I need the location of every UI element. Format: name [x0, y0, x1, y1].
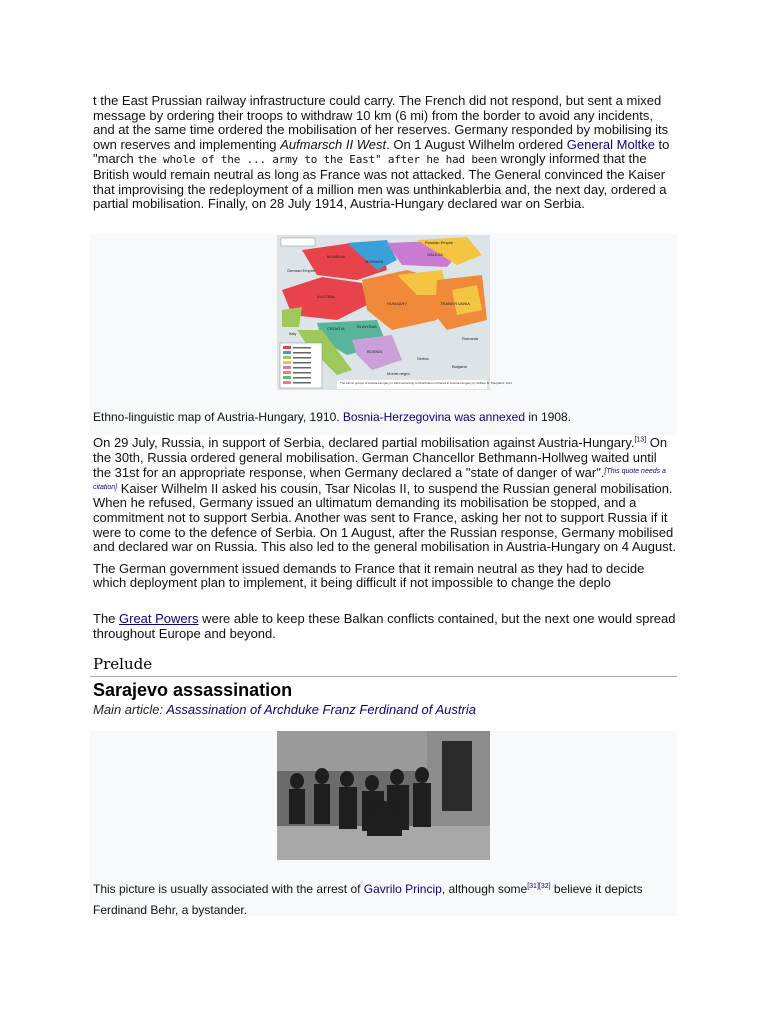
map-label-moravia: MORAVIA [365, 259, 384, 264]
photo-caption [93, 879, 668, 921]
para1-quote-mono: the whole of the ... army to the East" after he had been [137, 153, 498, 167]
paragraph-1 [93, 94, 677, 221]
citation-needed-tag[interactable]: [This quote needs a citation] [93, 468, 666, 491]
main-article-label: Main article: [93, 702, 167, 717]
map-label-transylvania: TRANSYLVANIA [440, 301, 470, 306]
great-powers-link[interactable]: Great Powers [119, 611, 199, 626]
gavrilo-princip-link[interactable]: Gavrilo Princip [363, 882, 442, 896]
paragraph-4 [93, 612, 677, 641]
map-label-slavonia: SLAVONIA [357, 324, 377, 329]
map-label-bohemia: BOHEMIA [327, 254, 346, 259]
ethno-linguistic-map-image[interactable] [277, 235, 513, 390]
section-heading: Sarajevo assassination [93, 680, 293, 700]
map-label-bulgaria: Bulgaria [452, 364, 467, 369]
map-label-montenegro: Monte-negro [387, 371, 410, 376]
photo-caption-text-c: believe it depicts Ferdinand Behr, a bystander. [93, 882, 643, 917]
bosnia-herzegovina-annexed-link[interactable]: Bosnia-Herzegovina was annexed [342, 410, 526, 424]
photo-figure [90, 731, 677, 916]
para1-text-a: t the East Prussian railway infrastructure could carry. The French did not respond, but sent a mixed message by ordering their troops to withdraw 10 km (6 mi) from the border to avoid any incidents, and at the same time ordered the mobilisation of her reserves. Germany responded by mobilising its own reserves and implementing [93, 93, 669, 152]
aufmarsch-term: Aufmarsch II West [280, 136, 387, 152]
main-article-link[interactable]: Assassination of Archduke Franz Ferdinand of Austria [166, 702, 476, 717]
map-figure [90, 234, 677, 435]
map-caption-text: Ethno-linguistic map of Austria-Hungary, 1910. [93, 410, 343, 424]
general-moltke-link[interactable]: General Moltke [566, 136, 655, 152]
para4-text-b: were able to keep these Balkan conflicts contained, but the next one would spread throughout Europe and beyond. [93, 611, 676, 641]
map-caption-tail: in 1908. [525, 410, 572, 424]
main-article-note [93, 702, 476, 717]
photo-caption-text-a: This picture is usually associated with the arrest of [93, 882, 364, 896]
arrest-photo-image[interactable] [277, 731, 490, 860]
para4-text-a: The [93, 611, 120, 626]
prelude-heading: Prelude [93, 655, 153, 673]
para1-text-b: . On 1 August Wilhelm ordered [386, 136, 567, 152]
map-label-galicia: GALICIA [427, 252, 443, 257]
refs-31-32[interactable]: [31][32] [527, 883, 551, 890]
map-label-italy: Italy [289, 331, 297, 336]
photo-caption-text-b: , although some [441, 882, 528, 896]
map-label-hungary: HUNGARY [387, 301, 407, 306]
map-label-bosnia: BOSNIA [367, 349, 383, 354]
map-label-romania: Romania [462, 336, 479, 341]
para2-text-b: On the 30th, Russia ordered general mobilisation. German Chancellor Bethmann-Hollweg waited until the 31st for an appropriate response, when Germany declared a "state of danger of war". [93, 435, 668, 481]
ref-13[interactable]: [13] [634, 436, 647, 444]
heading-divider [90, 676, 677, 677]
para2-text-a: On 29 July, Russia, in support of Serbia, declared partial mobilisation against Austria-Hungary. [93, 435, 635, 450]
para1-text-d: wrongly informed that the British would remain neutral as long as France was not attacked. The General convinced the Kaiser that improvising the redeployment of a million men was unthinkablerbia and, the next day, ordered a partial mobilisation. Finally, on 28 July 1914, Austria-Hungary declared war on Serbia. [93, 151, 667, 212]
paragraph-2 [93, 436, 677, 591]
map-label-serbia: Serbia [417, 356, 429, 361]
map-attribution: The ethnic groups of Austria-Hungary in 1910 according to Distribution of Races in Austria-Hungary by William R. Shepherd, 1911. [340, 381, 513, 385]
para2-text-c: Kaiser Wilhelm II asked his cousin, Tsar Nicolas II, to suspend the Russian general mobilisation. When he refused, Germany issued an ultimatum demanding its mobilisation be stopped, and a commitment not to support Serbia. Another was sent to France, asking her not to support Russia if it were to come to the defence of Serbia. On 1 August, after the Russian response, Germany mobilised and declared war on Russia. This also led to the general mobilisation in Austria-Hungary on 4 August. [93, 480, 676, 555]
paragraph-3: The German government issued demands to France that it remain neutral as they had to decide which deployment plan to implement, it being difficult if not impossible to change the deplo [93, 560, 645, 591]
map-label-austria: AUSTRIA [317, 294, 335, 299]
map-label-russian-empire: Russian Empire [425, 240, 454, 245]
map-label-german-empire: German Empire [287, 268, 316, 273]
map-label-croatia: CROATIA [327, 326, 345, 331]
map-caption [93, 407, 571, 428]
para1-text-c: to "march [93, 136, 670, 167]
